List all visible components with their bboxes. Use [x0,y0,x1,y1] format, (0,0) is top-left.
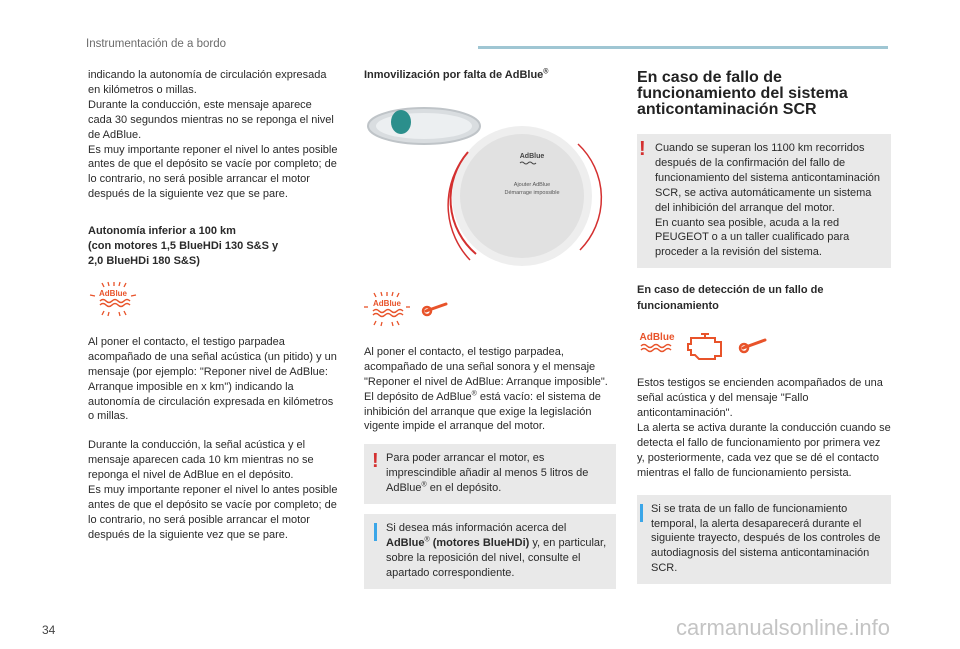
info-note: Si desea más información acerca del AdBlue® (motores BlueHDi) y, en particular, sobre la reposición del nivel, consulte el apartado correspondiente. [364,514,616,589]
column-right [637,68,891,584]
svg-text:Ajouter AdBlue: Ajouter AdBlue [513,182,551,188]
subheading [88,224,338,269]
adblue-warning-icon [88,281,338,321]
subheading-line: (con motores 1,5 BlueHDi 130 S&S y [88,240,279,253]
instrument-cluster-illustration [364,100,616,280]
column-left [88,68,338,543]
subheading: En caso de detección de un fallo de funcionamiento [637,284,824,313]
header-bar [478,46,888,49]
wrench-icon [740,340,765,352]
scr-fault-icons [637,324,891,364]
subheading: Inmovilización por falta de AdBlue® [364,68,549,81]
warning-exclamation-icon: ! [639,138,646,160]
paragraph: Es muy importante reponer el nivel lo antes posible antes de que el depósito se vacíe por completo; de lo contrario, no será posible arrancar el motor después de la siguiente vez que se pare. [88,143,338,201]
svg-text:AdBlue: AdBlue [519,153,545,160]
svg-text:AdBlue: AdBlue [99,288,127,298]
svg-text:AdBlue: AdBlue [373,298,401,308]
adblue-warning-icon [364,291,454,327]
section-title: En caso de fallo de funcionamiento del sistema anticontaminación SCR [637,69,848,118]
paragraph: Durante la conducción, la señal acústica y el mensaje aparecen cada 10 km mientras no se reponga el nivel de AdBlue en el depósito. [88,439,314,482]
paragraph: Al poner el contacto, el testigo parpadea, acompañado de una señal sonora y el mensaje "Reponer el nivel de AdBlue: Arranque imposible". [364,345,608,388]
paragraph: Es muy importante reponer el nivel lo antes posible antes de que el depósito se vacíe por completo; de lo contrario, no será posible arrancar el motor después de la siguiente vez que se pare. [88,484,338,541]
paragraph: La alerta se activa durante la conducción cuando se detecta el fallo de funcionamiento por primera vez y, posteriormente, cada vez que se dé el contacto mientras el fallo de funcionamiento persista. [637,421,891,479]
engine-icon [688,334,721,359]
wrench-icon [423,304,446,315]
paragraph: Estos testigos se encienden acompañados de una señal acústica y del mensaje "Fallo anticontaminación". [637,377,883,420]
paragraph: El depósito de AdBlue® está vacío: el sistema de inhibición del arranque que exige la legislación vigente impide el arranque del motor. [364,389,601,433]
subheading-line: 2,0 BlueHDi 180 S&S) [88,254,200,267]
section-header: Instrumentación de a bordo [86,38,227,50]
info-bar-icon [374,523,377,541]
warning-exclamation-icon: ! [372,450,379,473]
svg-text:AdBlue: AdBlue [639,332,675,344]
warning-note: ! Para poder arrancar el motor, es imprescindible añadir al menos 5 litros de AdBlue® en el depósito. [364,444,616,504]
paragraph: indicando la autonomía de circulación expresada en kilómetros o millas. [88,69,327,96]
paragraph: Al poner el contacto, el testigo parpadea acompañado de una señal acústica (un pitido) y un mensaje (por ejemplo: "Reponer nivel de AdBlue: Arranque imposible en x km") indicando la autonomía de circulación expresada en kilómetros o millas. [88,335,337,423]
adblue-icon-group [364,291,616,327]
info-bar-icon [640,504,643,522]
adblue-icon [640,332,675,352]
page-number: 34 [42,623,56,637]
svg-text:Démarrage impossible: Démarrage impossible [504,190,560,196]
warning-note: ! Cuando se superan los 1100 km recorridos después de la confirmación del fallo de funcionamiento del sistema anticontaminación SCR, se activa automáticamente un sistema del inhibición del arranque del motor. En cuanto sea posible, acuda a la red PEUGEOT o a un taller cualificado para proceder a la revisión del sistema. [637,134,891,268]
subheading-line: Autonomía inferior a 100 km [88,225,236,238]
paragraph: Durante la conducción, este mensaje aparece cada 30 segundos mientras no se reponga el nivel de AdBlue. [88,98,334,141]
info-note: Si se trata de un fallo de funcionamiento temporal, la alerta desaparecerá durante el siguiente trayecto, después de los controles de autodiagnosis del sistema anticontaminación SCR. [637,495,891,585]
watermark: carmanualsonline.info [675,615,890,640]
